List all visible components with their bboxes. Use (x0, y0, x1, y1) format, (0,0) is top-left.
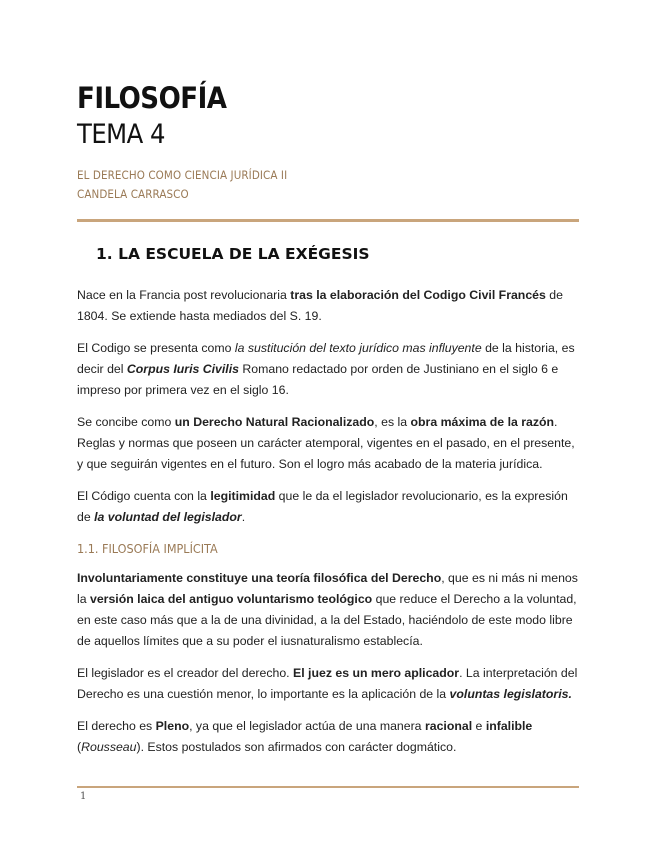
text-run: de 1804. Se extiende hasta mediados del S. 19. (77, 288, 563, 323)
topic-line: EL DERECHO COMO CIENCIA JURÍDICA II (77, 168, 288, 182)
paragraph-1 (77, 285, 579, 327)
bold-run: un Derecho Natural Racionalizado (174, 415, 375, 429)
text-run: e (472, 719, 486, 733)
text-run: . (241, 510, 246, 524)
bold-run: legitimidad (210, 489, 276, 503)
bold-run: El juez es un mero aplicador (293, 666, 460, 680)
text-run: de la historia, es decir del (77, 341, 575, 376)
document-meta (77, 166, 287, 204)
paragraph-6 (77, 663, 579, 705)
text-run: Nace en la Francia post revolucionaria (77, 288, 291, 302)
paragraph-5 (77, 568, 579, 652)
author-line: CANDELA CARRASCO (77, 187, 189, 201)
page-number: 1 (80, 791, 87, 802)
text-run: . La interpretación del Derecho es una cuestión menor, lo importante es la aplicación de la (77, 666, 578, 701)
bold-italic-run: Corpus Iuris Civilis (126, 362, 239, 376)
bold-run: versión laica del antiguo voluntarismo teológico (90, 592, 373, 606)
text-run: . Reglas y normas que poseen un carácter atemporal, vigentes en el pasado, en el presente, y que seguirán vigentes en el futuro. Son el logro más acabado de la materia jurídica. (77, 415, 575, 471)
bold-run: obra máxima de la razón (410, 415, 555, 429)
text-run: ). Estos postulados son afirmados con carácter dogmático. (136, 740, 457, 754)
section-heading: 1. LA ESCUELA DE LA EXÉGESIS (96, 245, 370, 263)
text-run: ( (77, 740, 82, 754)
bold-run: Involuntariamente constituye una teoría filosófica del Derecho (77, 571, 442, 585)
document-title: FILOSOFÍA (77, 81, 227, 115)
text-run: , ya que el legislador actúa de una manera (189, 719, 425, 733)
bold-run: Pleno (155, 719, 190, 733)
header-divider (77, 219, 579, 222)
document-subtitle: TEMA 4 (77, 119, 165, 150)
text-run: que reduce el Derecho a la voluntad, en este caso más que a la de una divinidad, a la del Estado, haciéndolo de este modo libre de aquellos límites que a su poder el iusnaturalismo establecía. (77, 592, 577, 648)
subsection-heading: 1.1. FILOSOFÍA IMPLÍCITA (77, 541, 218, 556)
bold-italic-run: voluntas legislatoris. (449, 687, 572, 701)
text-run: El legislador es el creador del derecho. (77, 666, 294, 680)
italic-run: la sustitución del texto jurídico mas influyente (234, 341, 482, 355)
footer-divider (77, 786, 579, 788)
text-run: , es la (374, 415, 411, 429)
text-run: El Código cuenta con la (77, 489, 211, 503)
paragraph-7 (77, 716, 579, 758)
bold-run: infalible (485, 719, 533, 733)
text-run: Se concibe como (77, 415, 175, 429)
italic-run: Rousseau (81, 740, 137, 754)
bold-run: tras la elaboración del Codigo Civil Francés (290, 288, 546, 302)
bold-italic-run: la voluntad del legislador (94, 510, 242, 524)
paragraph-2 (77, 338, 579, 401)
text-run: El Codigo se presenta como (77, 341, 235, 355)
paragraph-4 (77, 486, 579, 528)
body-content (77, 285, 579, 769)
bold-run: racional (424, 719, 473, 733)
text-run: que le da el legislador revolucionario, es la expresión de (77, 489, 568, 524)
text-run: , que es ni más ni menos la (77, 571, 578, 606)
paragraph-3 (77, 412, 579, 475)
text-run: El derecho es (77, 719, 156, 733)
text-run: Romano redactado por orden de Justiniano en el siglo 6 e impreso por primera vez en el siglo 16. (77, 362, 559, 397)
